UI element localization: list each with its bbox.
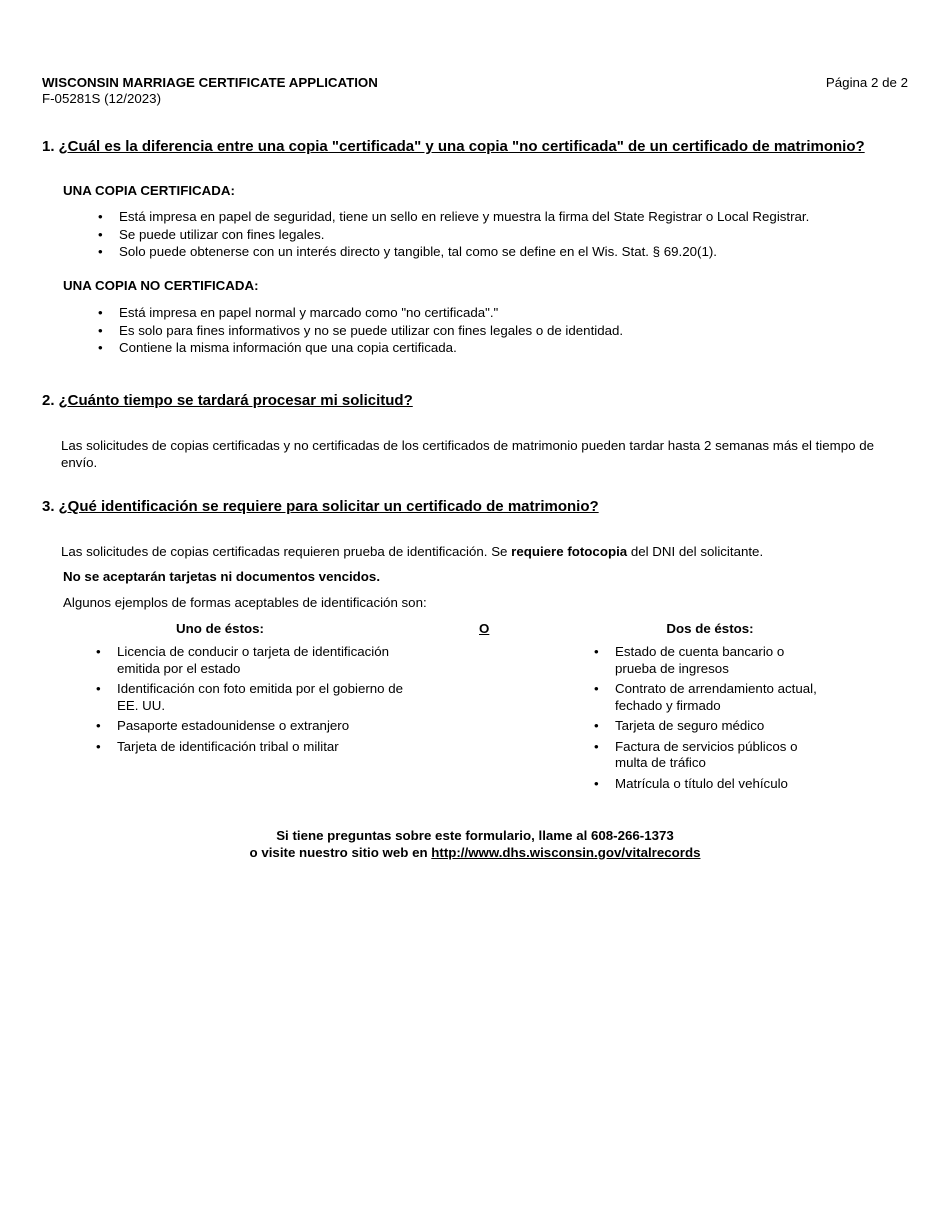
- form-title: WISCONSIN MARRIAGE CERTIFICATE APPLICATION: [42, 75, 378, 90]
- question-1-number: 1.: [42, 138, 55, 155]
- list-item: • Tarjeta de seguro médico: [594, 718, 824, 735]
- expired-documents-notice: No se aceptarán tarjetas ni documentos vencidos.: [63, 569, 381, 584]
- list-item: • Se puede utilizar con fines legales.: [98, 226, 918, 244]
- question-2-number: 2.: [42, 392, 55, 409]
- list-item: • Contrato de arrendamiento actual, fechado y firmado: [594, 681, 824, 714]
- list-item: • Contiene la misma información que una copia certificada.: [98, 339, 918, 357]
- list-item: • Tarjeta de identificación tribal o militar: [96, 739, 406, 756]
- intro-text-start: Las solicitudes de copias certificadas requieren prueba de identificación. Se: [61, 544, 512, 559]
- page-number: Página 2 de 2: [825, 75, 908, 90]
- footer-phone-line: Si tiene preguntas sobre este formulario, llame al 608-266-1373: [276, 828, 674, 843]
- question-2: [42, 392, 413, 410]
- intro-text-bold: requiere fotocopia: [511, 544, 628, 559]
- form-number: F-05281S (12/2023): [42, 91, 162, 106]
- certified-copy-list: [98, 208, 918, 261]
- or-separator: O: [479, 621, 490, 636]
- one-of-heading: Uno de éstos:: [176, 621, 264, 636]
- id-requirement-intro: [61, 544, 921, 561]
- website-link[interactable]: http://www.dhs.wisconsin.gov/vitalrecords: [431, 844, 701, 860]
- list-item: • Está impresa en papel de seguridad, tiene un sello en relieve y muestra la firma del State Registrar o Local Registrar.: [98, 208, 918, 226]
- list-item: • Factura de servicios públicos o multa de tráfico: [594, 739, 824, 772]
- footer-website-line: [0, 845, 950, 862]
- contact-footer: [0, 828, 950, 861]
- uncertified-copy-heading: UNA COPIA NO CERTIFICADA:: [63, 278, 259, 293]
- footer-website-prefix: o visite nuestro sitio web en: [249, 844, 432, 860]
- question-2-text: ¿Cuánto tiempo se tardará procesar mi solicitud?: [58, 392, 413, 409]
- processing-time-answer: Las solicitudes de copias certificadas y no certificadas de los certificados de matrimonio pueden tardar hasta 2 semanas más el tiempo de envío.: [61, 438, 875, 470]
- intro-text-end: del DNI del solicitante.: [627, 544, 764, 559]
- uncertified-copy-list: [98, 304, 918, 357]
- list-item: • Está impresa en papel normal y marcado como "no certificada".": [98, 304, 918, 322]
- list-item: • Licencia de conducir o tarjeta de identificación emitida por el estado: [96, 644, 406, 677]
- question-1: [42, 138, 865, 156]
- question-3-number: 3.: [42, 498, 55, 515]
- list-item: • Estado de cuenta bancario o prueba de ingresos: [594, 644, 824, 677]
- question-3: [42, 498, 599, 516]
- list-item: • Identificación con foto emitida por el gobierno de EE. UU.: [96, 681, 406, 714]
- two-of-heading: Dos de éstos:: [666, 621, 754, 636]
- list-item: • Matrícula o título del vehículo: [594, 776, 824, 793]
- one-of-list: [96, 644, 406, 759]
- certified-copy-heading: UNA COPIA CERTIFICADA:: [63, 183, 235, 198]
- two-of-list: [594, 644, 824, 796]
- list-item: • Es solo para fines informativos y no se puede utilizar con fines legales o de identidad.: [98, 322, 918, 340]
- id-examples-intro: Algunos ejemplos de formas aceptables de identificación son:: [63, 595, 427, 610]
- list-item: • Solo puede obtenerse con un interés directo y tangible, tal como se define en el Wis. Stat. § 69.20(1).: [98, 243, 918, 261]
- question-1-text: ¿Cuál es la diferencia entre una copia "certificada" y una copia "no certificada" de un certificado de matrimonio?: [58, 138, 865, 155]
- question-3-text: ¿Qué identificación se requiere para solicitar un certificado de matrimonio?: [58, 498, 599, 515]
- page-header: [42, 75, 908, 107]
- list-item: • Pasaporte estadounidense o extranjero: [96, 718, 406, 735]
